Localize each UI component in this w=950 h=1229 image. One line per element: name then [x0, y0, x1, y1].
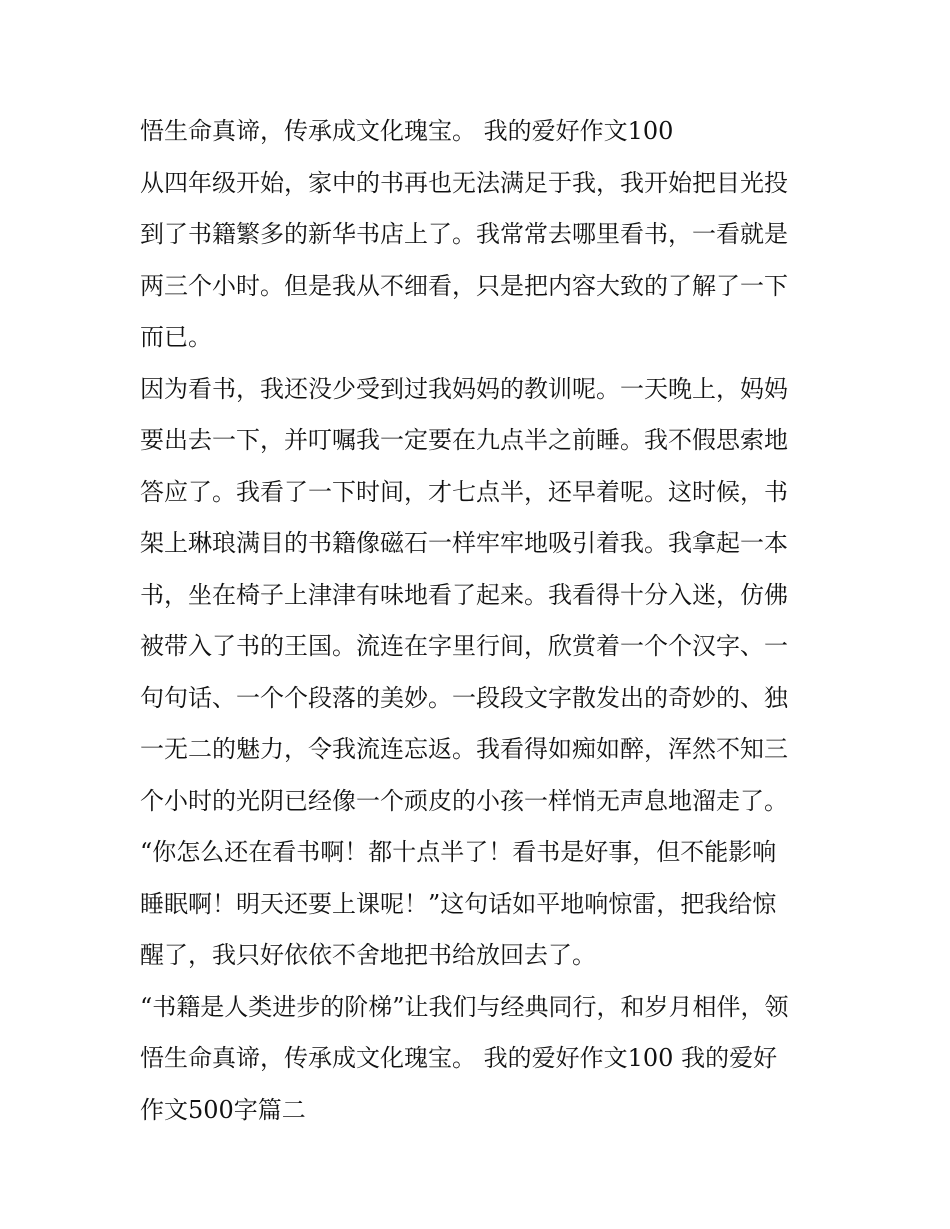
- text-line: 架上琳琅满目的书籍像磁石一样牢牢地吸引着我。我拿起一本: [140, 529, 788, 557]
- text-line: 个小时的光阴已经像一个顽皮的小孩一样悄无声息地溜走了。: [140, 786, 788, 815]
- text-line: 要出去一下，并叮嘱我一定要在九点半之前睡。我不假思索地: [140, 426, 788, 454]
- text-line: 到了书籍繁多的新华书店上了。我常常去哪里看书，一看就是: [140, 220, 788, 248]
- text-line: 两三个小时。但是我从不细看，只是把内容大致的了解了一下: [140, 271, 788, 300]
- text-line: 从四年级开始，家中的书再也无法满足于我，我开始把目光投: [140, 168, 788, 197]
- text-line: “你怎么还在看书啊！都十点半了！看书是好事，但不能影响: [140, 838, 777, 866]
- text-line: 睡眠啊！明天还要上课呢！”这句话如平地响惊雷，把我给惊: [140, 889, 777, 918]
- text-line: 悟生命真谛，传承成文化瑰宝。 我的爱好作文100: [140, 117, 674, 145]
- text-line: 书，坐在椅子上津津有味地看了起来。我看得十分入迷，仿佛: [140, 580, 788, 609]
- text-line: 答应了。我看了一下时间，才七点半，还早着呢。这时候，书: [140, 477, 788, 506]
- text-line: 作文500字篇二: [140, 1095, 306, 1124]
- text-line: 醒了，我只好依依不舍地把书给放回去了。: [140, 941, 596, 969]
- text-line: 一无二的魅力，令我流连忘返。我看得如痴如醉，浑然不知三: [140, 735, 788, 763]
- text-line: 因为看书，我还没少受到过我妈妈的教训呢。一天晚上，妈妈: [140, 374, 788, 403]
- text-line: 悟生命真谛，传承成文化瑰宝。 我的爱好作文100 我的爱好: [140, 1044, 778, 1072]
- text-line: 而已。: [140, 323, 212, 351]
- text-line: 句句话、一个个段落的美妙。一段段文字散发出的奇妙的、独: [140, 683, 788, 712]
- text-line: “书籍是人类进步的阶梯”让我们与经典同行，和岁月相伴，领: [140, 992, 789, 1021]
- essay-body: [140, 106, 820, 1136]
- text-line: 被带入了书的王国。流连在字里行间，欣赏着一个个汉字、一: [140, 632, 788, 660]
